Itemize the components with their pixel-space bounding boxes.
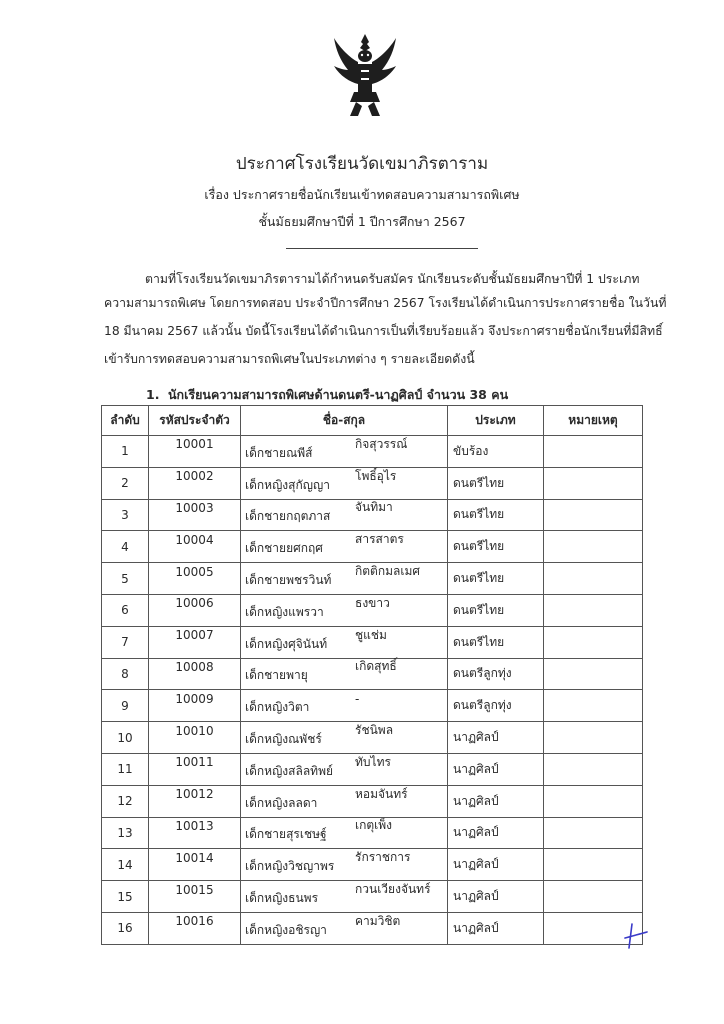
row-first-name: เด็กหญิงธนพร <box>245 891 319 906</box>
row-first-name: เด็กหญิงสุกัญญา <box>245 477 330 492</box>
row-first-name: เด็กหญิงอชิรญา <box>245 922 327 937</box>
header-order: ลำดับ <box>102 406 149 436</box>
row-category: ดนตรีไทย <box>448 467 544 499</box>
row-full-name <box>241 817 448 849</box>
row-last-name: รัชนิพล <box>355 723 394 738</box>
row-first-name: เด็กชายพชรวินท์ <box>245 573 332 588</box>
row-category: ดนตรีไทย <box>448 626 544 658</box>
section-number: 1. <box>146 387 160 402</box>
body-line-3: 18 มีนาคม 2567 แล้วนั้น บัดนี้โรงเรียนได้ดำเนินการเป็นที่เรียบร้อยแล้ว จึงประกาศรายชื่อนักเรียนที่มีสิทธิ์ <box>104 324 663 338</box>
row-order: 11 <box>102 753 149 785</box>
row-last-name: โพธิ์อุไร <box>355 468 397 483</box>
row-category: นาฏศิลป์ <box>448 849 544 881</box>
row-order: 10 <box>102 722 149 754</box>
student-table <box>101 405 643 945</box>
row-full-name <box>241 499 448 531</box>
row-full-name <box>241 912 448 944</box>
row-student-id: 10012 <box>149 778 241 810</box>
row-last-name: คามวิชิต <box>355 913 401 928</box>
row-last-name: เกิดสุทธิ์ <box>355 659 397 674</box>
row-order: 14 <box>102 849 149 881</box>
row-last-name: กิตติกมลเมศ <box>355 564 421 579</box>
row-first-name: เด็กหญิงณพัชร์ <box>245 732 322 747</box>
row-remark <box>544 722 643 754</box>
row-last-name: ธงขาว <box>355 595 390 610</box>
row-full-name <box>241 690 448 722</box>
signature-mark-icon <box>620 920 650 950</box>
row-first-name: เด็กหญิงวิชญาพร <box>245 859 335 874</box>
row-first-name: เด็กหญิงสลิลทิพย์ <box>245 763 334 778</box>
row-order: 1 <box>102 436 149 468</box>
row-category: นาฏศิลป์ <box>448 817 544 849</box>
row-category: นาฏศิลป์ <box>448 912 544 944</box>
row-first-name: เด็กหญิงศุจินันท์ <box>245 636 328 651</box>
row-last-name: - <box>355 691 360 706</box>
row-order: 8 <box>102 658 149 690</box>
row-full-name <box>241 785 448 817</box>
row-order: 9 <box>102 690 149 722</box>
row-remark <box>544 658 643 690</box>
row-category: ดนตรีไทย <box>448 563 544 595</box>
announcement-title: ประกาศโรงเรียนวัดเขมาภิรตาราม <box>235 154 489 174</box>
row-full-name <box>241 753 448 785</box>
row-full-name <box>241 722 448 754</box>
row-remark <box>544 849 643 881</box>
row-category: นาฏศิลป์ <box>448 881 544 913</box>
row-category: ดนตรีไทย <box>448 531 544 563</box>
row-order: 2 <box>102 467 149 499</box>
row-first-name: เด็กชายพายุ <box>245 668 308 683</box>
row-remark <box>544 626 643 658</box>
row-order: 6 <box>102 594 149 626</box>
section-title: นักเรียนความสามารถพิเศษด้านดนตรี-นาฏศิลป์ จำนวน 38 คน <box>168 387 509 402</box>
row-last-name: เกตุเพ็ง <box>355 818 393 833</box>
row-full-name <box>241 881 448 913</box>
row-student-id: 10006 <box>149 587 241 619</box>
table-body <box>102 436 643 945</box>
row-category: ขับร้อง <box>448 436 544 468</box>
row-category: นาฏศิลป์ <box>448 753 544 785</box>
row-full-name <box>241 531 448 563</box>
row-order: 7 <box>102 626 149 658</box>
row-first-name: เด็กชายยศกฤศ <box>245 541 323 556</box>
row-student-id: 10007 <box>149 619 241 651</box>
row-full-name <box>241 849 448 881</box>
body-line-1: ตามที่โรงเรียนวัดเขมาภิรตารามได้กำหนดรับสมัคร นักเรียนระดับชั้นมัธยมศึกษาปีที่ 1 ประเภท <box>145 272 640 286</box>
row-last-name: รักราชการ <box>355 850 411 865</box>
row-remark <box>544 467 643 499</box>
row-remark <box>544 594 643 626</box>
row-remark <box>544 690 643 722</box>
row-student-id: 10015 <box>149 874 241 906</box>
row-remark <box>544 563 643 595</box>
row-remark <box>544 531 643 563</box>
row-order: 4 <box>102 531 149 563</box>
row-full-name <box>241 658 448 690</box>
row-remark <box>544 817 643 849</box>
row-first-name: เด็กหญิงลลดา <box>245 795 318 810</box>
header-student-id: รหัสประจำตัว <box>149 406 241 436</box>
table-row <box>102 912 643 944</box>
row-remark <box>544 753 643 785</box>
row-student-id: 10001 <box>149 429 241 461</box>
body-line-4: เข้ารับการทดสอบความสามารถพิเศษในประเภทต่าง ๆ รายละเอียดดังนี้ <box>104 352 475 366</box>
row-student-id: 10013 <box>149 810 241 842</box>
row-order: 3 <box>102 499 149 531</box>
row-last-name: หอมจันทร์ <box>355 786 408 801</box>
row-order: 16 <box>102 912 149 944</box>
row-category: ดนตรีลูกทุ่ง <box>448 690 544 722</box>
row-last-name: กิจสุวรรณ์ <box>355 436 408 451</box>
row-category: ดนตรีลูกทุ่ง <box>448 658 544 690</box>
row-order: 13 <box>102 817 149 849</box>
row-full-name <box>241 594 448 626</box>
title-divider <box>286 248 478 249</box>
row-order: 12 <box>102 785 149 817</box>
row-student-id: 10016 <box>149 905 241 937</box>
row-order: 15 <box>102 881 149 913</box>
row-student-id: 10014 <box>149 842 241 874</box>
row-last-name: ทับไทร <box>355 754 391 769</box>
announcement-subject: เรื่อง ประกาศรายชื่อนักเรียนเข้าทดสอบความสามารถพิเศษ <box>204 187 520 202</box>
row-first-name: เด็กหญิงวิตา <box>245 700 310 715</box>
row-category: นาฏศิลป์ <box>448 722 544 754</box>
row-student-id: 10005 <box>149 556 241 588</box>
row-first-name: เด็กหญิงแพรวา <box>245 604 324 619</box>
row-student-id: 10004 <box>149 524 241 556</box>
row-full-name <box>241 626 448 658</box>
row-student-id: 10010 <box>149 715 241 747</box>
row-full-name <box>241 436 448 468</box>
header-remark: หมายเหตุ <box>544 406 643 436</box>
row-remark <box>544 436 643 468</box>
section-heading <box>146 385 508 405</box>
row-student-id: 10011 <box>149 746 241 778</box>
header-category: ประเภท <box>448 406 544 436</box>
announcement-level: ชั้นมัธยมศึกษาปีที่ 1 ปีการศึกษา 2567 <box>258 214 466 229</box>
row-full-name <box>241 563 448 595</box>
row-student-id: 10003 <box>149 492 241 524</box>
row-last-name: กวนเวียงจันทร์ <box>355 882 431 897</box>
row-remark <box>544 785 643 817</box>
row-student-id: 10002 <box>149 460 241 492</box>
row-first-name: เด็กชายสุรเชษฐ์ <box>245 827 327 842</box>
header-full-name: ชื่อ-สกุล <box>241 406 448 436</box>
row-student-id: 10009 <box>149 683 241 715</box>
row-order: 5 <box>102 563 149 595</box>
row-first-name: เด็กชายกฤตภาส <box>245 509 331 524</box>
body-line-2: ความสามารถพิเศษ โดยการทดสอบ ประจำปีการศึกษา 2567 โรงเรียนได้ดำเนินการประกาศรายชื่อ ในวันที่ <box>104 296 667 310</box>
row-category: นาฏศิลป์ <box>448 785 544 817</box>
garuda-emblem-icon <box>330 30 400 120</box>
row-category: ดนตรีไทย <box>448 499 544 531</box>
row-remark <box>544 499 643 531</box>
row-last-name: สารสาตร <box>355 532 404 547</box>
row-last-name: จันทิมา <box>355 500 393 515</box>
row-first-name: เด็กชายณพีส์ <box>245 445 313 460</box>
row-remark <box>544 881 643 913</box>
row-last-name: ชูแช่ม <box>355 627 387 642</box>
row-full-name <box>241 467 448 499</box>
row-category: ดนตรีไทย <box>448 594 544 626</box>
row-student-id: 10008 <box>149 651 241 683</box>
